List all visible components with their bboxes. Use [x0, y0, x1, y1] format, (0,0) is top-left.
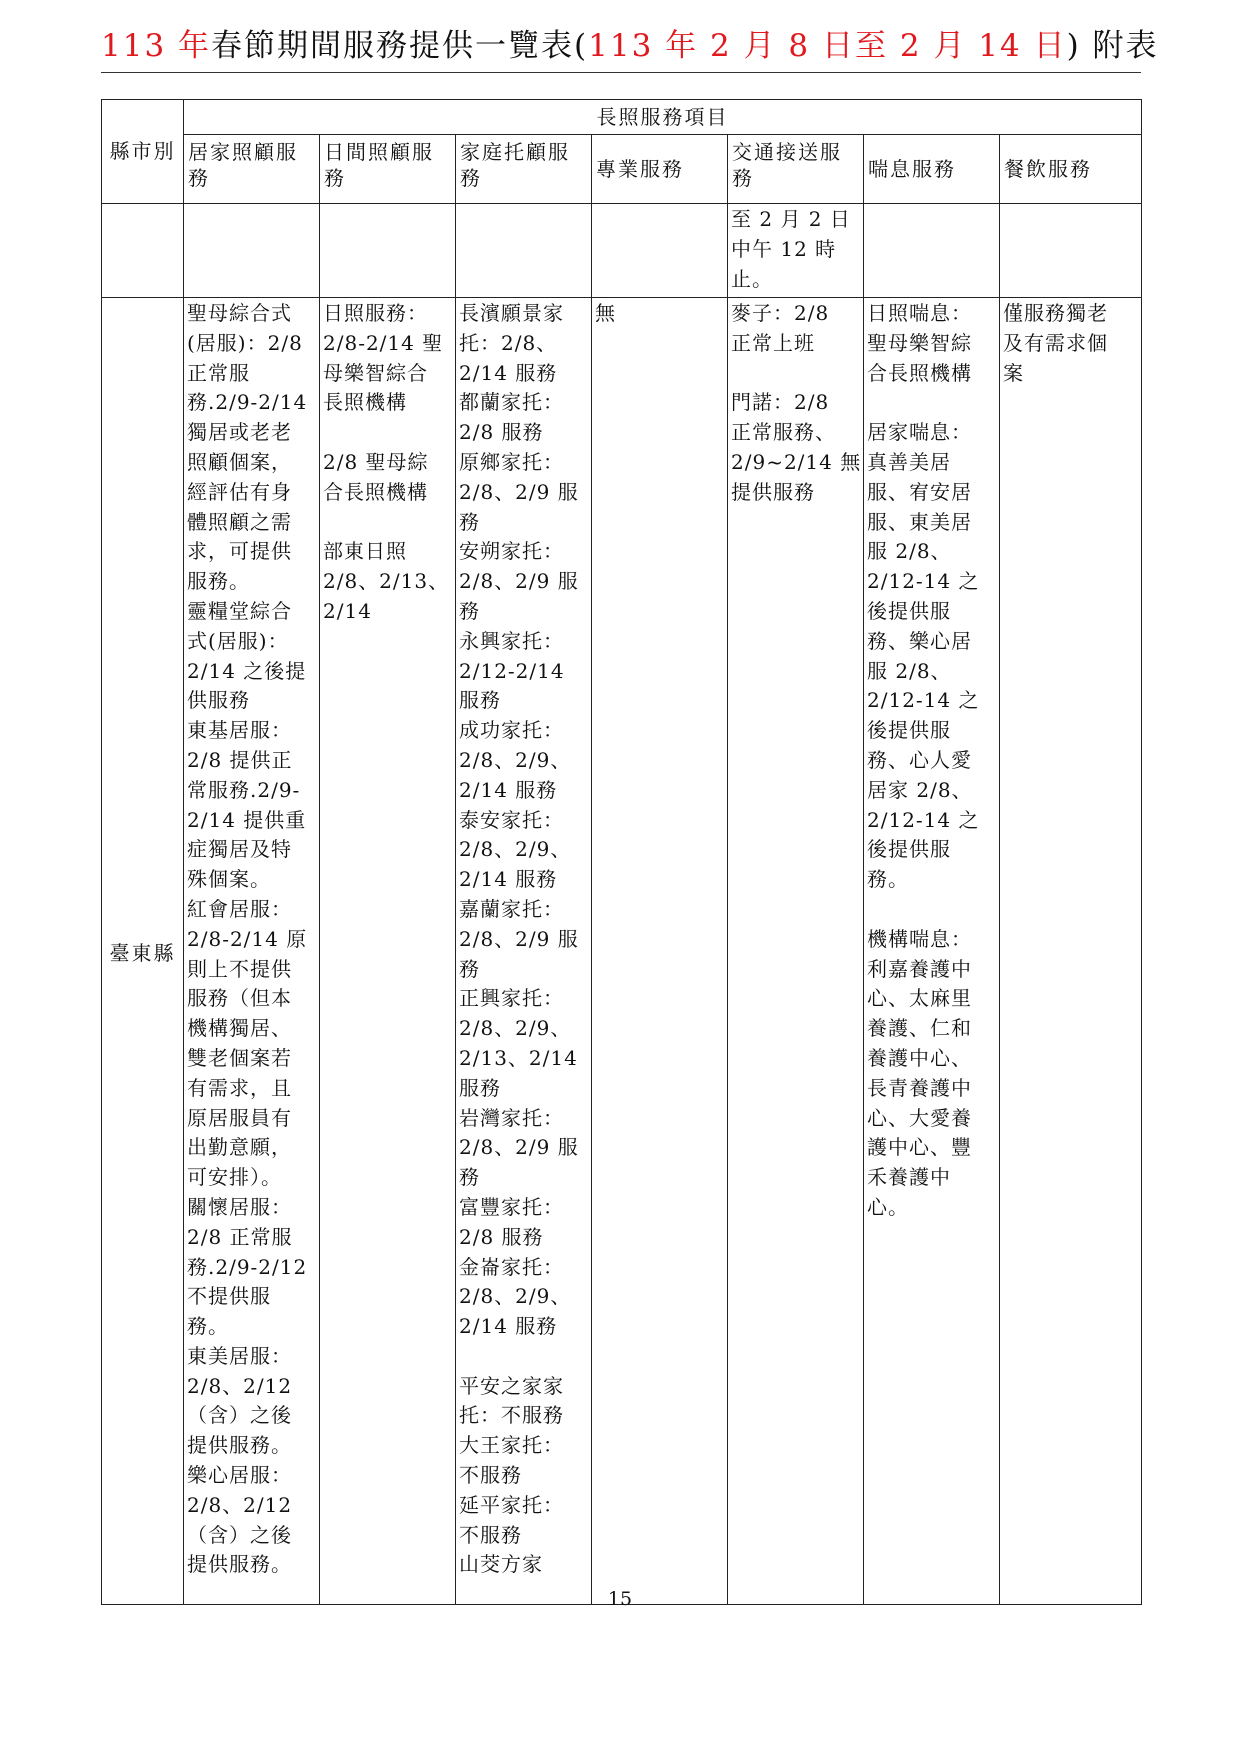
- table-row: [102, 298, 1142, 1605]
- row1-day-care: [320, 204, 456, 298]
- row1-respite: [864, 204, 1000, 298]
- title-date-range: 113 年 2 月 8 日至 2 月 14 日: [588, 28, 1067, 64]
- row1-county: [102, 204, 184, 298]
- table-row: [102, 204, 1142, 298]
- title-suffix: ) 附表: [1066, 28, 1159, 64]
- header-service-group: 長照服務項目: [184, 100, 1142, 135]
- header-meals: 餐飲服務: [1000, 135, 1142, 204]
- header-family-care: 家庭托顧服 務: [456, 135, 592, 204]
- row1-professional: [592, 204, 728, 298]
- row1-meals: [1000, 204, 1142, 298]
- title-main: 春節期間服務提供一覽表(: [211, 28, 589, 64]
- title-year: 113 年: [101, 28, 212, 64]
- header-professional: 專業服務: [592, 135, 728, 204]
- header-day-care: 日間照顧服 務: [320, 135, 456, 204]
- header-respite: 喘息服務: [864, 135, 1000, 204]
- row2-family-care: 長濱願景家 托：2/8、 2/14 服務 都蘭家托： 2/8 服務 原鄉家托： 2/8、2/9 服 務 安朔家托： 2/8、2/9 服 務 永興家托： 2/12-2/14 服務 成功家托： 2/8、2/9、 2/14 服務 泰安家托： 2/8、2/9、 2/14 服務 嘉蘭家托： 2/8、2/9 服 務 正興家托： 2/8、2/9、 2/13、2/14 服務 岩灣家托： 2/8、2/9 服 務 富豐家托： 2/8 服務 金崙家托： 2/8、2/9、 2/14 服務 平安之家家 托：不服務 大王家托： 不服務 延平家托： 不服務 山茭方家: [456, 298, 592, 1605]
- page-number: 15: [607, 1588, 633, 1610]
- title-underline: [101, 72, 1141, 73]
- row1-transport: 至 2 月 2 日 中午 12 時 止。: [728, 204, 864, 298]
- row2-meals: 僅服務獨老 及有需求個 案: [1000, 298, 1142, 1605]
- row1-family-care: [456, 204, 592, 298]
- row2-professional: 無: [592, 298, 728, 1605]
- header-home-care: 居家照顧服 務: [184, 135, 320, 204]
- header-transport: 交通接送服 務: [728, 135, 864, 204]
- row2-home-care: 聖母綜合式 (居服)：2/8 正常服 務.2/9-2/14 獨居或老老 照顧個案， 經評估有身 體照顧之需 求，可提供 服務。 靈糧堂綜合 式(居服)： 2/14 之後提 供服務 東基居服： 2/8 提供正 常服務.2/9- 2/14 提供重 症獨居及特 殊個案。 紅會居服： 2/8-2/14 原 則上不提供 服務（但本 機構獨居、 雙老個案若 有需求，且 原居服員有 出勤意願， 可安排）。 關懷居服： 2/8 正常服 務.2/9-2/12 不提供服 務。 東美居服： 2/8、2/12 （含）之後 提供服務。 樂心居服： 2/8、2/12 （含）之後 提供服務。: [184, 298, 320, 1605]
- header-county: 縣市別: [102, 100, 184, 204]
- row2-transport: 麥子：2/8 正常上班 門諾：2/8 正常服務、 2/9~2/14 無 提供服務: [728, 298, 864, 1605]
- row2-respite: 日照喘息： 聖母樂智綜 合長照機構 居家喘息： 真善美居 服、宥安居 服、東美居 服 2/8、 2/12-14 之 後提供服 務、樂心居 服 2/8、 2/12-14 之 後提供服 務、心人愛 居家 2/8、 2/12-14 之 後提供服 務。 機構喘息： 利嘉養護中 心、太麻里 養護、仁和 養護中心、 長青養護中 心、大愛養 護中心、豐 禾養護中 心。: [864, 298, 1000, 1605]
- row2-county: 臺東縣: [102, 298, 184, 1605]
- row1-home-care: [184, 204, 320, 298]
- document-title: [101, 16, 1159, 76]
- service-table: [101, 99, 1142, 1605]
- row2-day-care: 日照服務： 2/8-2/14 聖 母樂智綜合 長照機構 2/8 聖母綜 合長照機構 部東日照 2/8、2/13、 2/14: [320, 298, 456, 1605]
